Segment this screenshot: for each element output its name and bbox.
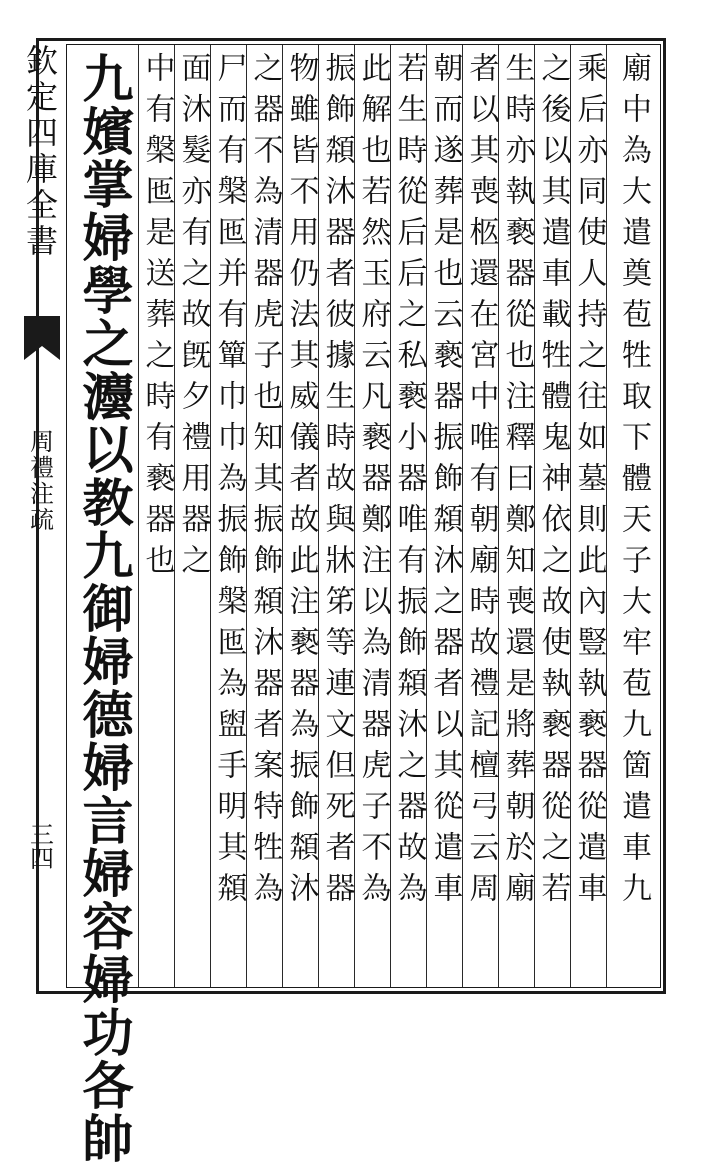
series-title: 欽定四庫全書: [21, 44, 59, 260]
book-title: 周禮注疏: [25, 429, 54, 533]
commentary-text: 振飾頮沐器者彼據生時故與牀笫等連文但死者器: [319, 52, 355, 913]
commentary-text: 之器不為清器虎子也知其振飾頮沐器者案特牲為: [247, 52, 283, 913]
commentary-column: [463, 52, 498, 982]
commentary-column: [139, 52, 174, 982]
commentary-text: 生時亦執褻器從也注釋曰鄭知喪還是將葬朝於廟: [499, 52, 535, 913]
page-number: 三四: [25, 822, 54, 870]
commentary-column: [355, 52, 390, 982]
commentary-column: [427, 52, 462, 982]
main-text-column: [70, 52, 136, 1165]
commentary-column: [175, 52, 210, 982]
commentary-column: [247, 52, 282, 982]
main-text: 九嬪掌婦學之灋以教九御婦德婦言婦容婦功各帥: [73, 52, 133, 1165]
commentary-column: [571, 52, 606, 982]
commentary-column: [391, 52, 426, 982]
commentary-text: 朝而遂葬是也云褻器振飾頮沐之器者以其從遣車: [427, 52, 463, 913]
commentary-text: 中有槃匜是送葬之時有褻器也: [139, 52, 175, 585]
commentary-text: 若生時從后后之私褻小器唯有振飾頮沐之器故為: [391, 52, 427, 913]
commentary-column: [499, 52, 534, 982]
commentary-column: [319, 52, 354, 982]
commentary-text: 乘后亦同使人持之往如墓則此內豎執褻器從遣車: [571, 52, 607, 913]
commentary-column: [535, 52, 570, 982]
commentary-column: [283, 52, 318, 982]
fishtail-mark-icon: [22, 314, 62, 374]
commentary-text: 面沐髮亦有之故旣夕禮用器之: [175, 52, 211, 585]
commentary-text: 物雖皆不用仍法其威儀者故此注褻器為振飾頮沐: [283, 52, 319, 913]
commentary-column: [211, 52, 246, 982]
commentary-text: 尸而有槃匜并有簞巾巾為振飾槃匜為盥手明其頮: [211, 52, 247, 913]
commentary-text: 此解也若然玉府云凡褻器鄭注以為清器虎子不為: [355, 52, 391, 913]
commentary-column: [607, 52, 659, 982]
commentary-text: 廟中為大遣奠苞牲取下體天子大牢苞九箇遣車九: [616, 52, 651, 913]
commentary-text: 之後以其遣車載牲體鬼神依之故使執褻器從之若: [535, 52, 571, 913]
commentary-text: 者以其喪柩還在宮中唯有朝廟時故禮記檀弓云周: [463, 52, 499, 913]
page-margin: [14, 44, 66, 988]
